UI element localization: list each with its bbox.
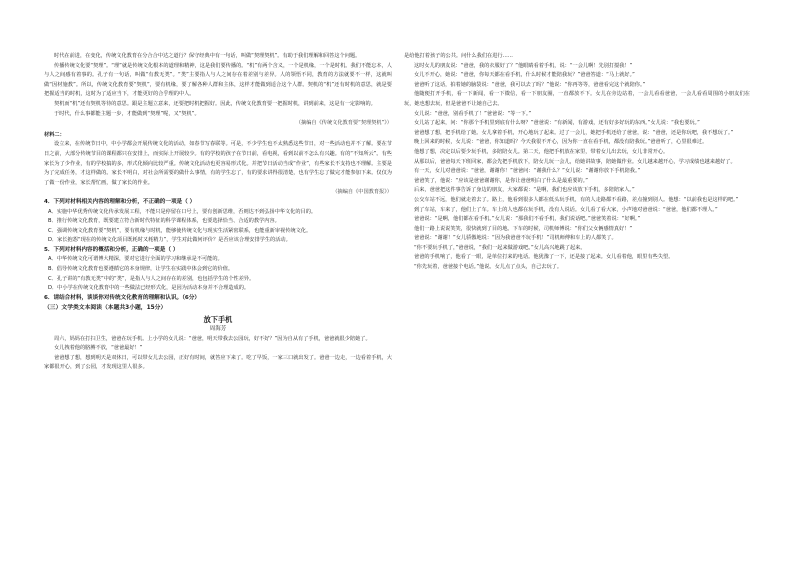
question-5: 5．下列对材料内容的概括和分析，正确的一项是（ ） — [44, 246, 179, 253]
section-heading: （三）文学类文本阅读（本题共3小题，15分） — [44, 305, 167, 312]
question-6: 6．请结合材料，谈谈你对传统文化教育的理解和认识。（6分） — [44, 294, 201, 301]
paragraph: 传播传统文化要“契理”。“理”就是传统文化根本的道理和精神，这是我们要传播的。“机”有两个含义，一个是机缘，一个是时机。我们不能忘本，人与人之间感有着事的。孔子有一句话，叫做“有教无类”。“类”主要指人与人之间存在着差别与差异。人的领悟不同，教育的方法就要不一样，这就叫做“因材施教”。所以，传统文化教育要“契机”，要有机缘，要了解各种人群和主体，这样才能做到适合这个人群。契机的“机”还有时机的意思，就是要把握适当的时机，这时为了适应当下，才能更好的合乎理的中人。 — [44, 62, 392, 98]
right-column — [404, 52, 750, 273]
source-citation: （摘编自《中国教育报》） — [332, 189, 392, 196]
paragraph: 爸爸笑了，他说：“应该是爸爸谢谢你，是你让爸爸明白了什么是最重要的。” — [414, 177, 588, 184]
source-citation: （摘编自《传统文化教育要“契理契机”》） — [295, 120, 392, 127]
paragraph: 周六，妈妈在打扫卫生，爸爸在玩手机。上小学的女儿说：“爸爸，明天带我去公园玩，好不好？”因为自从有了手机，爸爸就很少陪她了。 — [54, 335, 371, 342]
story-title: 放下手机 — [203, 315, 233, 325]
paragraph: 他随便打开手机，看一下新闻，看一下微信，看一下朋友圈，一直都放不下。女儿在旁边站着，一会儿看看爸爸，一会儿看看周围的小朋友们在玩，她也想去玩，但是爸爸不让她自己去。 — [404, 91, 750, 107]
paragraph: 女儿站了起来，问：“你那个手机里到底有什么呀？”爸爸说：“有新闻，有游戏，还有好多好玩的东西。”女儿说：“我也要玩。” — [414, 120, 700, 127]
paragraph: 爸爸的手机响了，他看了一眼，是单位打来的电话。他犹豫了一下，还是接了起来。女儿看着他，眼里有些失望。 — [414, 254, 674, 261]
paragraph: 是给他打着孩子的公共。问什么我们在进行…… — [404, 53, 513, 59]
paragraph: 女儿说：“爸爸，别看手机了！”爸爸说：“等一下。” — [414, 110, 532, 117]
paragraph: 爸爸听了这话，拍着她的脑袋说：“爸爸，我可以去了吗？”他说：“你再等等，爸爸看完这个就陪你。” — [414, 81, 646, 88]
option-4c: C．强调传统文化教育要“契机”，要有机缘与时机，能够使传统文化与现实生活紧密联系，也能重新审视传统文化。 — [48, 227, 312, 234]
paragraph: 他想了想，决定以后要少玩手机，多陪陪女儿。第二天，他把手机放在家里，带着女儿出去玩，女儿非常开心。 — [414, 148, 669, 155]
option-4a: A．实施中华优秀传统文化传承发展工程，不能只是停留在口号上，要有创新思维，否则达不到弘扬中华文化的目的。 — [48, 208, 317, 215]
paragraph: 公交车站不远，他们就走着去了。路上，他看到很多人都在低头玩手机，有的人走路都不看路，差点撞到别人。他想：“以前我也是这样的吧。” — [414, 196, 739, 203]
option-5c: C．孔子讲的“有教无类”中的“类”，是指人与人之间存在的差别，也包括学生的个性差异。 — [48, 275, 255, 282]
paragraph: 爸爸想了想，想到明天是双休日，可以带女儿去公园，正好有时间，就答应下来了。吃了早饭，一家三口就出发了。爸爸一边走，一边看着手机，大家都很开心，到了公园，才发现这里人很多。 — [44, 354, 392, 371]
paragraph: 他们一路上说说笑笑，很快就到了目的地。下车的时候，司机师傅说：“你们父女俩感情真好！” — [414, 225, 633, 232]
paragraph: 时代在前进，在变化，传统文化教育在分合合中达之道行？保守经典中有一句话，叫做“契理契机”。有助于我们理解和回答这个问题。 — [54, 53, 361, 59]
story-author: 周海芳 — [209, 326, 227, 333]
paragraph: 爸爸说：“谢谢！”女儿骄傲地说：“因为我爸爸不玩手机！”司机师傅和车上的人都笑了。 — [414, 235, 617, 242]
paragraph: 这时女儿的朋友说：“爸爸，我的衣服好了？”他眼睛看着手机，说：“一会儿啊！先别打搅我！” — [414, 62, 633, 69]
paragraph: 有一天，女儿对爸爸说：“爸爸，谢谢你！”爸爸问：“谢我什么？”女儿说：“谢谢你放下手机陪我。” — [414, 168, 641, 175]
paragraph: 从那以后，爸爸每天下班回家，都会先把手机放下，陪女儿玩一会儿，给她讲故事，陪她做作业。女儿越来越开心，学习成绩也越来越好了。 — [414, 158, 736, 165]
paragraph: 到了车站，车来了，他们上了车。车上的人也都在玩手机，没有人说话。女儿看了看大家，小声地对爸爸说：“爸爸，他们都不理人。” — [414, 206, 718, 213]
paragraph: “你先玩着，爸爸接个电话。”他说。女儿点了点头，自己去玩了。 — [414, 264, 563, 271]
option-5b: B．倡导传统文化教育也要遵循它的本身规律，让学生在实践中体会到它的价值。 — [48, 266, 234, 273]
option-5d: D．中小学在传统文化教育中的一些做法已经形式化，是因为活动本身并不合理造成的。 — [48, 285, 250, 292]
option-4b: B．推行传统文化教育，既要建立符合新时代特征的科学课程体系，也要选择恰当、合适的教学内容。 — [48, 218, 280, 225]
paragraph: 契机而“机”还有契机等待的意思。跟是主题立意来，还要把时机把握好。因此，传统文化教育要一把握时机，讲到前来，这是有一定影响的。 — [54, 100, 376, 107]
paragraph: 爸爸想了想，把手机给了她。女儿拿着手机，开心地玩了起来。过了一会儿，她把手机还给了爸爸，说：“爸爸，还是你玩吧，我不想玩了。” — [414, 129, 734, 136]
paragraph: 设立来，在传统节日中，中小学都会开展传统文化的活动，如春节写春联等。可是，不少学生也不太熟悉这些节日，对一些活动也并不了解。要在节日之前，大部分传统节目的课程都只在安排上，而实际上开展较少。有的学校的孩子在节日前，看电视，看到以前不怎么有兴趣。有的“不知所云”。有些家长为了少作业，有的学校搞的多，形式化倾向比较严重。传统文化活动也更容易形式化。并把节日活动当成“作业”，有些家长不支持也不理解。主要是为了完成任务，才这样做的。家长不明白，对社会所需要的做什么事情，有的学生忘了，有的要求讲得很清楚，也有学生忘了做完才能参加下来。仅仅为了做一份作业，家长帮忙画，做了家长的作业。 — [44, 141, 392, 186]
material-label: 材料二： — [44, 131, 65, 138]
left-column — [44, 52, 392, 373]
paragraph: 女儿不开心，她说：“爸爸，你每天都在看手机，什么时候才能陪我玩？”爸爸答道：“马上就好。” — [414, 72, 635, 79]
paragraph: 爸爸说：“是啊，他们都在看手机。”女儿说：“那我们不看手机，我们说话吧。”爸爸笑着说：“好啊。” — [414, 216, 641, 223]
paragraph: 于时代，什么事都能主题一步，才能做到“契理”呢，又“契机”。 — [54, 110, 200, 117]
option-4d: D．家长抱怨“现在的传统文化项目既耗时又耗精力”，学生对此做何评价？是否应该合理安排学生的活动。 — [48, 237, 291, 244]
paragraph: 晚上回来的时候，女儿说：“爸爸，你知道吗？今天我很不开心，因为你一直在看手机，都没有陪我玩。”爸爸听了，心里很难过。 — [414, 139, 708, 146]
paragraph: 女儿拽着他的胳膊不放，“爸爸最好！” — [54, 345, 143, 352]
paragraph: “你不要玩手机了，”爸爸说，“我们一起来做游戏吧。”女儿高兴地跳了起来。 — [414, 244, 586, 251]
paragraph: 后来，爸爸把这件事告诉了身边的朋友，大家都说：“是啊，我们也应该放下手机，多陪陪家人。” — [414, 187, 635, 194]
question-4: 4．下列对材料相关内容的理解和分析，不正确的一项是（ ） — [44, 198, 196, 205]
option-5a: A．中华传统文化可谓博大精深，要对它进行全面的学习和继承是不可能的。 — [48, 256, 223, 263]
